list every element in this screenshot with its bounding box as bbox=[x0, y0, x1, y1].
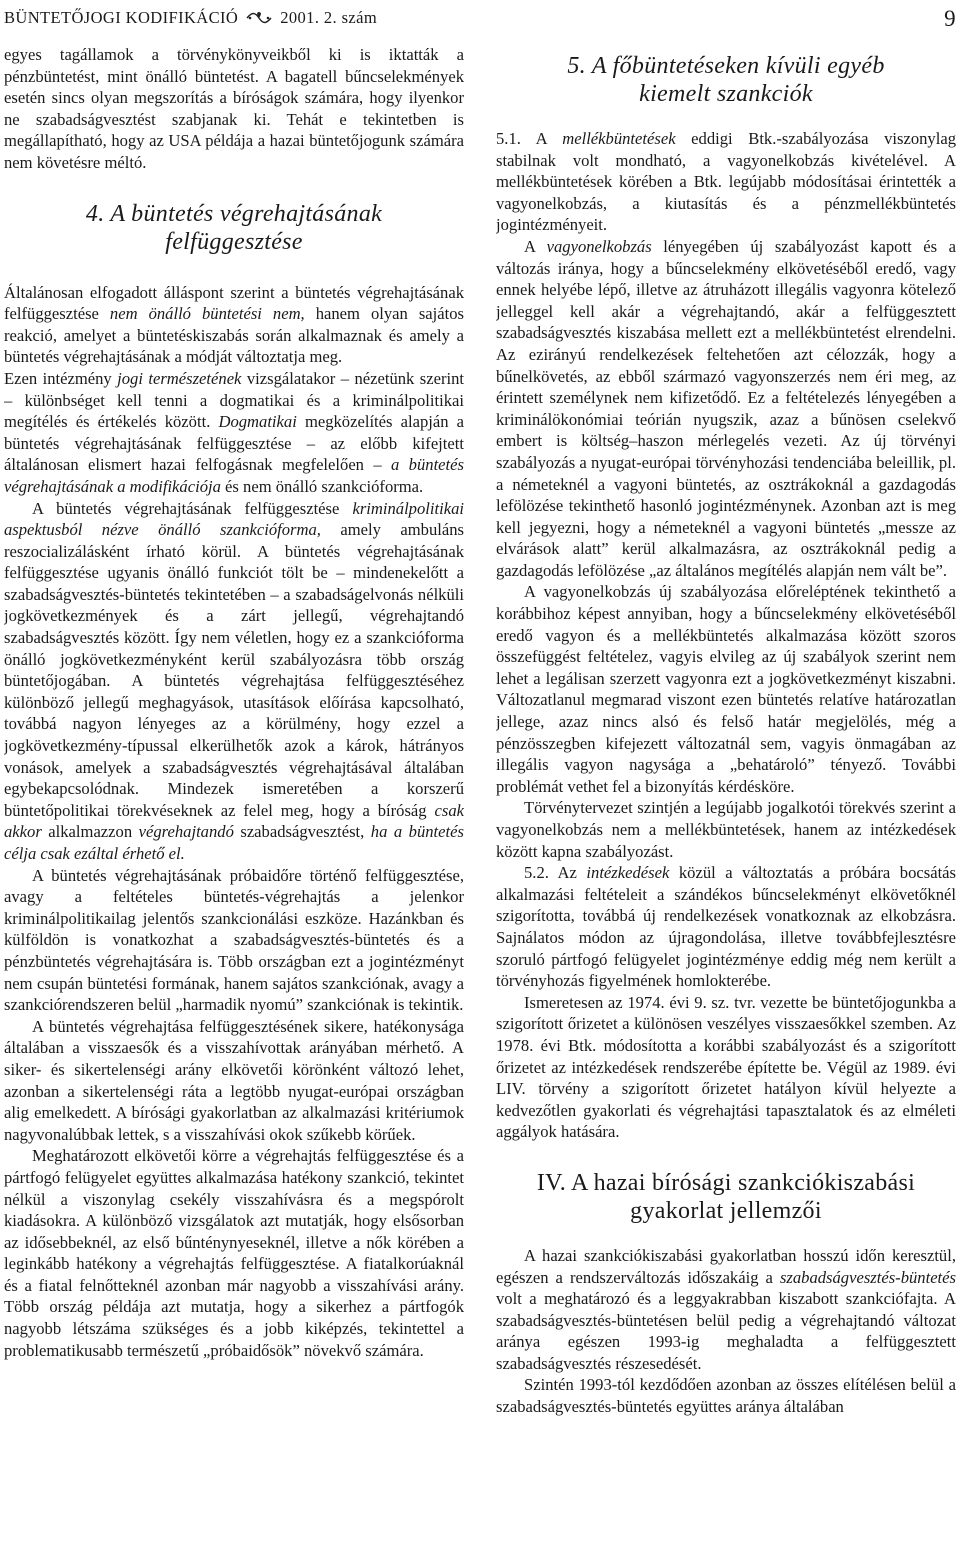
paragraph: A büntetés végrehajtásának próbaidőre történő felfüggesztése, avagy a feltételes büntetés-végrehajtás a jelenkor kriminálpolitikailag jelentős szankcionálási eszköze. Hazánkban és külföldön is vonatkozhat a szabadságvesztés-büntetés és a pénzbüntetés végrehajtására is. Több országban ezt a jogintézményt nem csupán büntetési formának, hanem sajátos szankciónak, avagy a szankciórendszeren belül „harmadik nyomú” szankciónak is tekintik. bbox=[4, 865, 464, 1015]
left-column bbox=[4, 44, 464, 1544]
fleuron-icon bbox=[246, 11, 272, 25]
paragraph: egyes tagállamok a törvénykönyveikből ki is iktatták a pénzbüntetést, mint önálló büntetést. A bagatell bűncselekmények esetén sincs olyan megszorítás a bíróságok számára, hogy ilyenkor ne szabadságvesztést szabjanak ki. Tehát e tekintetben is megállapítható, hogy az USA példája a hazai büntetőjogunk számára nem követésre méltó. bbox=[4, 45, 464, 172]
paragraph: A vagyonelkobzás lényegében új szabályozást kapott és a változás iránya, hogy a bűncselekmény elkövetéséből eredő, vagy ennek helyébe lépő, illetve az átruházott illegális vagyonra kötelező jelleggel kell akár a végrehajtandó, akár a felfüggesztett szabadságvesztés kiszabása mellett ezt a mellékbüntetést elrendelni. Az ezirányú rendelkezések feltehetően azt célozzák, hogy a bűnelkövetés, az ebből származó vagyonszerzés nem éri meg, az érintett személynek nem kifizetődő. Ez a feltételezés lényegében a kriminálökonómiai teórián nyugszik, azaz a bűnösen cselekvő embert is költség–haszon mérlegelés vezeti. Az új törvényi szabályozás a nyugat-európai törvényhozási tendenciába beleillik, pl. a németeknél a vagyoni büntetés, az osztrákoknál a gazdagodás lefölözése tekinthető hasonló jogintézménynek. Azonban azt is meg kell jegyezni, hogy a németeknél a vagyoni büntetés „messze az elvárások alatt” kerül alkalmazásra, az osztrákoknál pedig a gazdagodás lefölözése „az általános megítélés alapján nem vált be”. bbox=[496, 236, 956, 580]
paragraph: 5.1. A mellékbüntetések eddigi Btk.-szabályozása viszonylag stabilnak volt mondható, a vagyonelkobzás kivételével. A mellékbüntetések körében a Btk. legújabb módosításai érintették a vagyonelkobzás, a kiutasítás és a pénzmellékbüntetés jogintézményeit. bbox=[496, 129, 956, 235]
section-heading-5: 5. A főbüntetéseken kívüli egyéb kiemelt szankciók bbox=[567, 53, 885, 107]
page-number: 9 bbox=[944, 6, 956, 31]
section-heading-4: 4. A büntetés végrehajtásának felfüggesztése bbox=[85, 200, 383, 255]
paragraph: Általánosan elfogadott álláspont szerint a büntetés végrehajtásának felfüggesztése nem önálló büntetési nem, hanem olyan sajátos reakció, amelyet a büntetéskiszabás során alkalmaznak és amely a büntetés végrehajtásának a módját változtatja meg. bbox=[4, 282, 464, 367]
paragraph: Ismeretesen az 1974. évi 9. sz. tvr. vezette be büntetőjogunkba a szigorított őrizetet a különösen veszélyes visszaesőkkel szemben. Az 1978. évi Btk. módosította a korábbi szabályozást és a szigorított őrizetet az intézkedések rendszerébe építette be. Végül az 1989. évi LIV. törvény a szigorított őrizetet hatályon kívül helyezte a kedvezőtlen gyakorlati és végrehajtási tapasztalatok és az elméleti aggályok hatására. bbox=[496, 992, 956, 1142]
issue-label: 2001. 2. szám bbox=[280, 8, 378, 27]
paragraph: Törvénytervezet szintjén a legújabb jogalkotói törekvés szerint a vagyonelkobzás nem a mellékbüntetések, hanem az intézkedések között kapna szabályozást. bbox=[496, 798, 956, 861]
header-left bbox=[4, 8, 377, 28]
paragraph: Szintén 1993-tól kezdődően azonban az összes elítélésen belül a szabadságvesztés-büntetés együttes aránya általában bbox=[496, 1375, 956, 1417]
paragraph: A vagyonelkobzás új szabályozása előreléptének tekinthető a korábbihoz képest annyiban, hogy a bűncselekmény elkövetéséből eredő vagyon és a mellékbüntetés alkalmazása között szoros összefüggést feltételez, vagyis elvileg az új szabályok szerint nem lehet a legálisan szerzett vagyonra ezt a jogkövetkezményt kiszabni. Változatlanul megmarad viszont ezen büntetés relatíve határozatlan jellege, azaz nincs alsó és felső határ megjelölés, még a pénzösszegben kifejezett változatnál sem, vagyis önmagában az illegális vagyon nagysága a „behatároló” tényező. További problémát vethet fel a bizonyítás kérdésköre. bbox=[496, 582, 956, 796]
paragraph: Ezen intézmény jogi természetének vizsgálatakor – nézetünk szerint – különbséget kell tenni a dogmatikai és a kriminálpolitikai megítélés és értékelés között. Dogmatikai megközelítés alapján a büntetés végrehajtásának felfüggesztése – az előbb kifejtett általánosan elismert hazai felfogásnak megfelelően – a büntetés végrehajtásának a modifikációja és nem önálló szankcióforma. bbox=[4, 368, 464, 496]
running-header bbox=[4, 8, 956, 32]
right-column bbox=[496, 52, 956, 1544]
section-heading-iv: IV. A hazai bírósági szankciókiszabási gyakorlat jellemzői bbox=[536, 1169, 916, 1224]
paragraph: A hazai szankciókiszabási gyakorlatban hosszú időn keresztül, egészen a rendszerváltozás időszakáig a szabadságvesztés-büntetés volt a meghatározó és a leggyakrabban kiszabott szankciófajta. A szabadságvesztés-büntetésen belül pedig a végrehajtandó változat aránya egészen 1993-ig meghaladta a felfüggesztett szabadságvesztés részesedését. bbox=[496, 1245, 956, 1373]
paragraph: A büntetés végrehajtása felfüggesztésének sikere, hatékonysága általában a visszaesők és a visszahívottak arányában mérhető. A siker- és sikertelenségi arány elkövetői körönként változó lehet, azonban a sikertelenségi ráta a legtöbb nyugat-európai országban alig emelkedett. A bírósági gyakorlatban az alkalmazási kritériumok nagyvonalúbbak lettek, s a visszahívási okok szűkebb körűek. bbox=[4, 1016, 464, 1144]
journal-title: BÜNTETŐJOGI KODIFIKÁCIÓ bbox=[4, 8, 239, 27]
paragraph: Meghatározott elkövetői körre a végrehajtás felfüggesztése és a pártfogó felügyelet együttes alkalmazása hatékony szankció, tekintet nélkül a viszonylag csekély visszahívásra és a megspórolt kiadásokra. A különböző vizsgálatok azt mutatják, hogy elsősorban az idősebbeknél, az első bűnténynyeseknél, illetve a nők körében a leginkább hatékony a végrehajtás felfüggesztése. A fiatalkorúaknál és a fiatal felnőtteknél azonban már nagyobb a visszahívási arány. Több ország példája azt mutatja, hogy a sikerhez a pártfogók nagyobb létszáma szükséges és a jobb kiképzés, tekintettel a problematikusabb természetű „próbaidősök” növekvő számára. bbox=[4, 1146, 464, 1360]
paragraph: A büntetés végrehajtásának felfüggesztése kriminálpolitikai aspektusból nézve önálló szankcióforma, amely ambuláns reszocializálásként írható körül. A büntetés végrehajtásának felfüggesztése ugyanis önálló funkciót tölt be – mindenekelőtt a szabadságvesztés-büntetés tekintetében – a szabadságelvonás nélküli jogkövetkezmények és a zárt jellegű, végrehajtandó szabadságvesztés között. Így nem véletlen, hogy ez a szankcióforma önálló jogkövetkezményként kerül szabályozásra több ország büntetőjogában. A büntetés végrehajtása felfüggesztéséhez különböző jellegű meghagyások, utasítások előírása kapcsolható, továbbá nagyon lényeges az a körülmény, hogy ezzel a jogkövetkezmény-típussal elkerülhetők azok a károk, hátrányos vonások, amelyek a szabadságvesztés végrehajtásával általában egybekapcsolódnak. Mindezek ismeretében a korszerű büntetőpolitikai törekvéseknek az felel meg, hogy a bíróság csak akkor alkalmazzon végrehajtandó szabadságvesztést, ha a büntetés célja csak ezáltal érhető el. bbox=[4, 498, 464, 863]
paragraph: 5.2. Az intézkedések közül a változtatás a próbára bocsátás alkalmazási feltételeit a szándékos bűncselekményt elkövetőknél szigorította, továbbá új rendelkezések vonatkoznak az elkobzásra. Sajnálatos módon az újragondolása, illetve továbbfejlesztésre szoruló pártfogó felügyelet jogintézménye eddig még nem került a törvényhozás figyelmének homlokterébe. bbox=[496, 863, 956, 991]
